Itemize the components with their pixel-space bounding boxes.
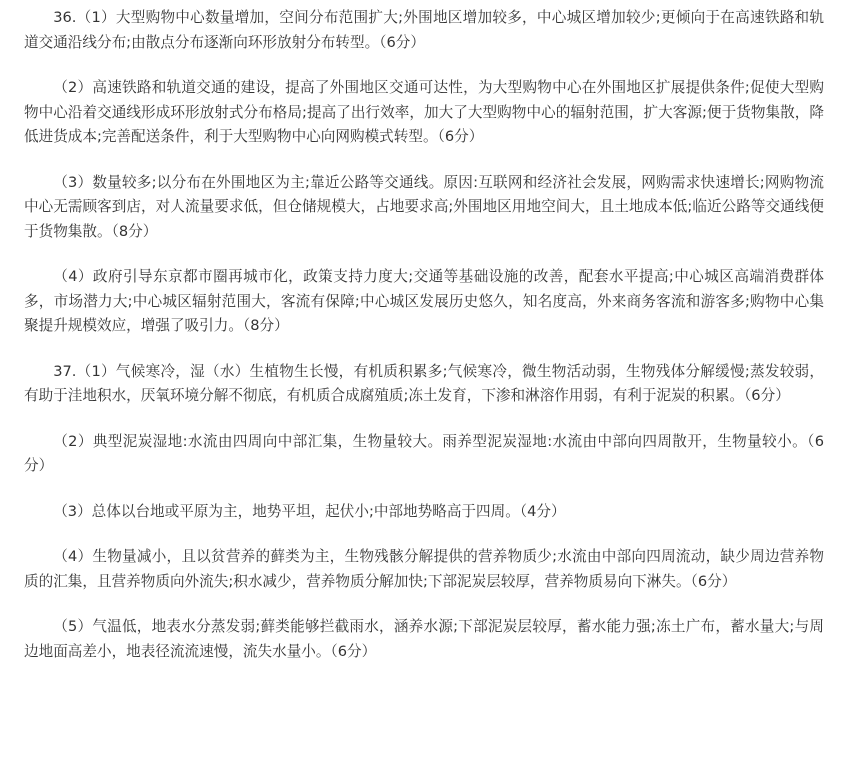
answer-36-4: （4）政府引导东京都市圈再城市化，政策支持力度大;交通等基础设施的改善，配套水平提高;中心城区高端消费群体多，市场潜力大;中心城区辐射范围大，客流有保障;中心城区发展历史悠久，知名度高，外来商务客流和游客多;购物中心集聚提升规模效应，增强了吸引力。（8分） [24, 268, 824, 334]
answer-37-1: 37.（1）气候寒冷，湿（水）生植物生长慢，有机质积累多;气候寒冷，微生物活动弱，生物残体分解缓慢;蒸发较弱，有助于洼地积水，厌氧环境分解不彻底，有机质合成腐殖质;冻土发育，下渗和淋溶作用弱，有利于泥炭的积累。（6分） [24, 362, 824, 404]
answer-36-3: （3）数量较多;以分布在外围地区为主;靠近公路等交通线。原因:互联网和经济社会发展，网购需求快速增长;网购物流中心无需顾客到店，对人流量要求低，但仓储规模大，占地要求高;外围地区用地空间大，且土地成本低;临近公路等交通线便于货物集散。（8分） [24, 173, 824, 240]
answer-37-3: （3）总体以台地或平原为主，地势平坦，起伏小;中部地势略高于四周。（4分） [53, 502, 566, 520]
answer-document [24, 0, 824, 664]
answer-37-5: （5）气温低，地表水分蒸发弱;藓类能够拦截雨水，涵养水源;下部泥炭层较厚，蓄水能力强;冻土广布，蓄水量大;与周边地面高差小，地表径流流速慢，流失水量小。（6分） [24, 618, 824, 660]
answer-36-2: （2）高速铁路和轨道交通的建设，提高了外围地区交通可达性，为大型购物中心在外围地区扩展提供条件;促使大型购物中心沿着交通线形成环形放射式分布格局;提高了出行效率，加大了大型购物中心的辐射范围，扩大客源;便于货物集散，降低进货成本;完善配送条件，利于大型购物中心向网购模式转型。（6分） [24, 79, 824, 145]
answer-36-1: 36.（1）大型购物中心数量增加，空间分布范围扩大;外围地区增加较多，中心城区增加较少;更倾向于在高速铁路和轨道交通沿线分布;由散点分布逐渐向环形放射分布转型。（6分） [24, 9, 824, 51]
answer-37-4: （4）生物量减小，且以贫营养的藓类为主，生物残骸分解提供的营养物质少;水流由中部向四周流动，缺少周边营养物质的汇集，且营养物质向外流失;积水减少，营养物质分解加快;下部泥炭层较厚，营养物质易向下淋失。（6分） [24, 548, 824, 590]
answer-37-2: （2）典型泥炭湿地:水流由四周向中部汇集，生物量较大。雨养型泥炭湿地:水流由中部向四周散开，生物量较小。（6分） [24, 432, 824, 474]
